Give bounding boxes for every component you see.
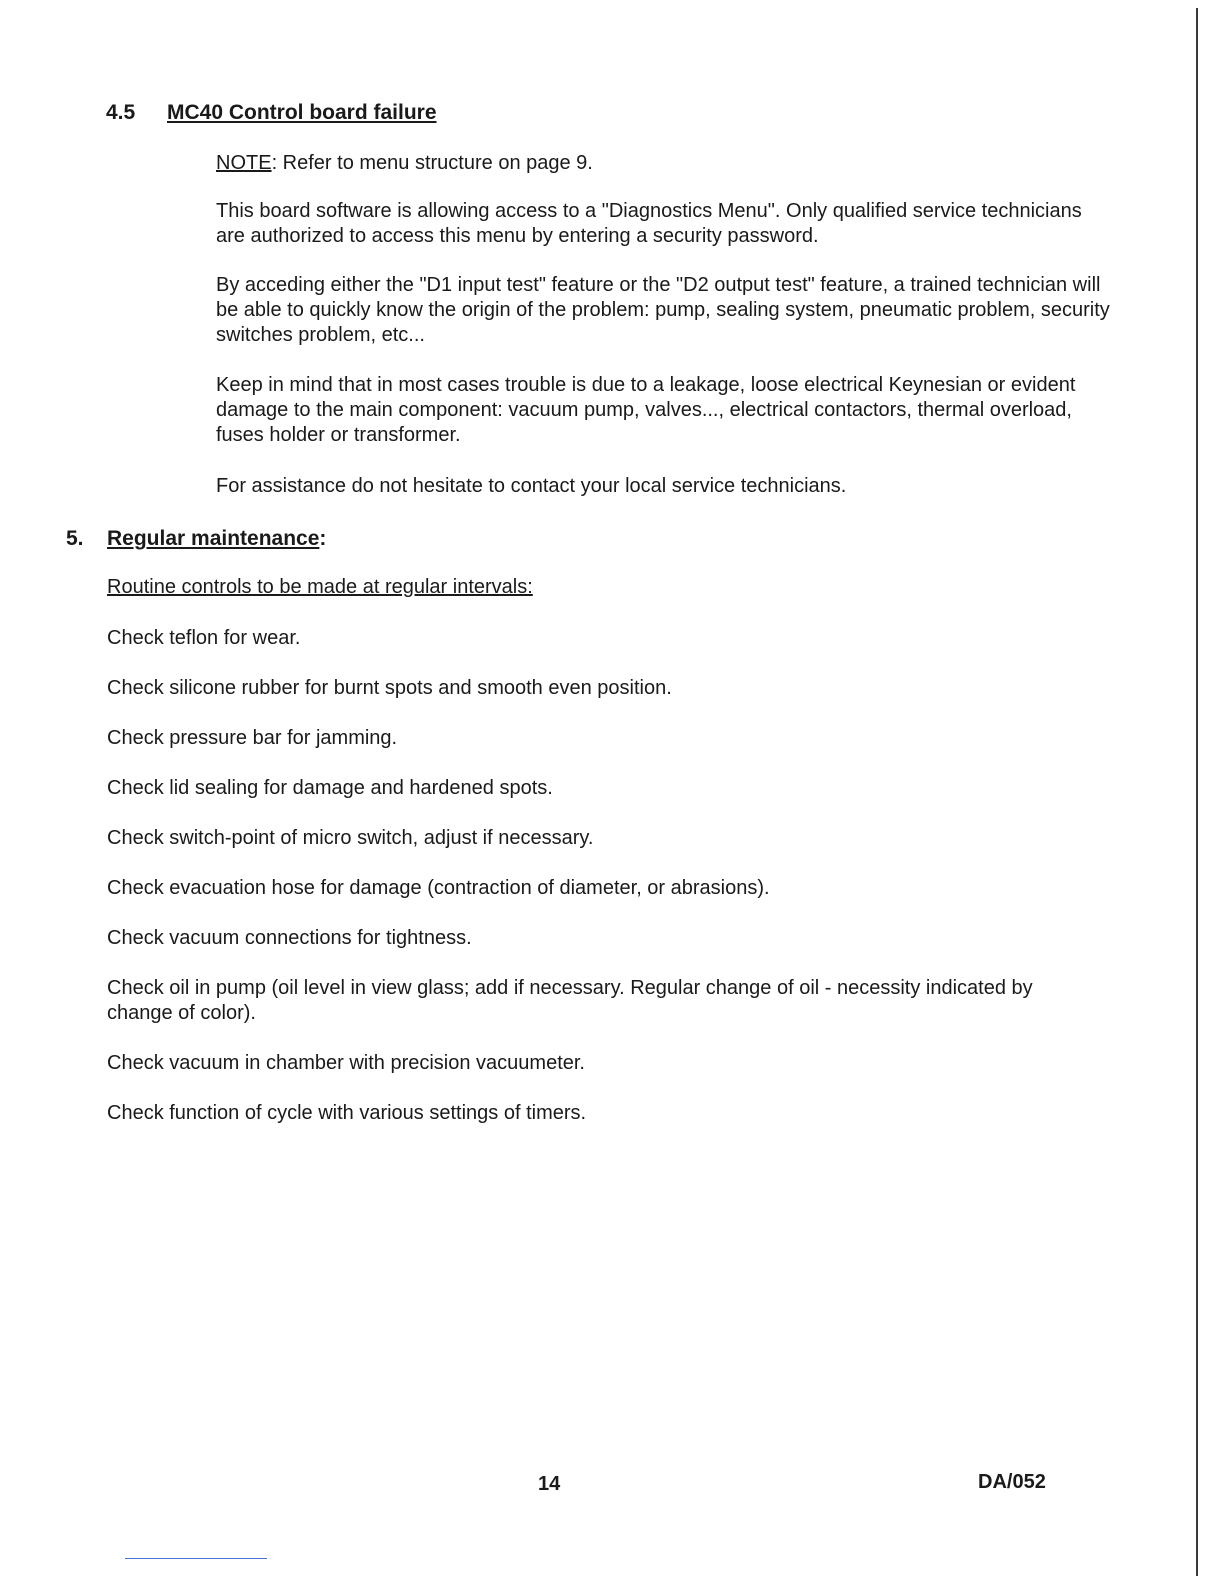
note-text: : Refer to menu structure on page 9. bbox=[271, 152, 593, 174]
check-item: Check switch-point of micro switch, adjust if necessary. bbox=[107, 827, 594, 849]
section-5-title-colon: : bbox=[319, 527, 327, 550]
check-item: Check pressure bar for jamming. bbox=[107, 727, 398, 749]
note-paragraph bbox=[216, 151, 1116, 176]
footer-rule-line bbox=[125, 1558, 267, 1559]
check-item: Check lid sealing for damage and hardened spots. bbox=[107, 777, 553, 799]
section-5-title-text: Regular maintenance bbox=[107, 527, 320, 550]
page-number: 14 bbox=[538, 1473, 561, 1495]
note-label: NOTE bbox=[216, 152, 272, 174]
paragraph-diagnostics-menu: This board software is allowing access to a "Diagnostics Menu". Only qualified service technicians are authorized to access this menu by entering a security password. bbox=[216, 200, 1082, 247]
check-item: Check evacuation hose for damage (contraction of diameter, or abrasions). bbox=[107, 877, 770, 899]
paragraph-trouble-causes: Keep in mind that in most cases trouble is due to a leakage, loose electrical Keynesian or evident damage to the main component: vacuum pump, valves..., electrical contactors, thermal overload, fuses holder or transformer. bbox=[216, 374, 1076, 446]
check-item: Check oil in pump (oil level in view glass; add if necessary. Regular change of oil - necessity indicated by change of color). bbox=[107, 977, 1033, 1024]
check-item: Check vacuum in chamber with precision vacuumeter. bbox=[107, 1052, 585, 1074]
section-5-number: 5. bbox=[66, 527, 84, 550]
page-edge-line bbox=[1196, 8, 1198, 1576]
section-5-title bbox=[107, 527, 326, 551]
section-4-5-title: MC40 Control board failure bbox=[167, 101, 437, 124]
check-item: Check vacuum connections for tightness. bbox=[107, 927, 472, 949]
check-item: Check function of cycle with various settings of timers. bbox=[107, 1102, 587, 1124]
section-4-5-number: 4.5 bbox=[106, 101, 136, 124]
paragraph-input-output-test: By acceding either the "D1 input test" feature or the "D2 output test" feature, a trained technician will be able to quickly know the origin of the problem: pump, sealing system, pneumatic problem, security switches problem, etc... bbox=[216, 274, 1110, 346]
maintenance-check-list bbox=[107, 626, 1087, 1151]
check-item: Check silicone rubber for burnt spots and smooth even position. bbox=[107, 677, 672, 699]
check-item: Check teflon for wear. bbox=[107, 627, 301, 649]
routine-controls-heading: Routine controls to be made at regular intervals: bbox=[107, 576, 533, 598]
paragraph-assistance: For assistance do not hesitate to contact your local service technicians. bbox=[216, 475, 847, 497]
document-code: DA/052 bbox=[978, 1471, 1046, 1493]
